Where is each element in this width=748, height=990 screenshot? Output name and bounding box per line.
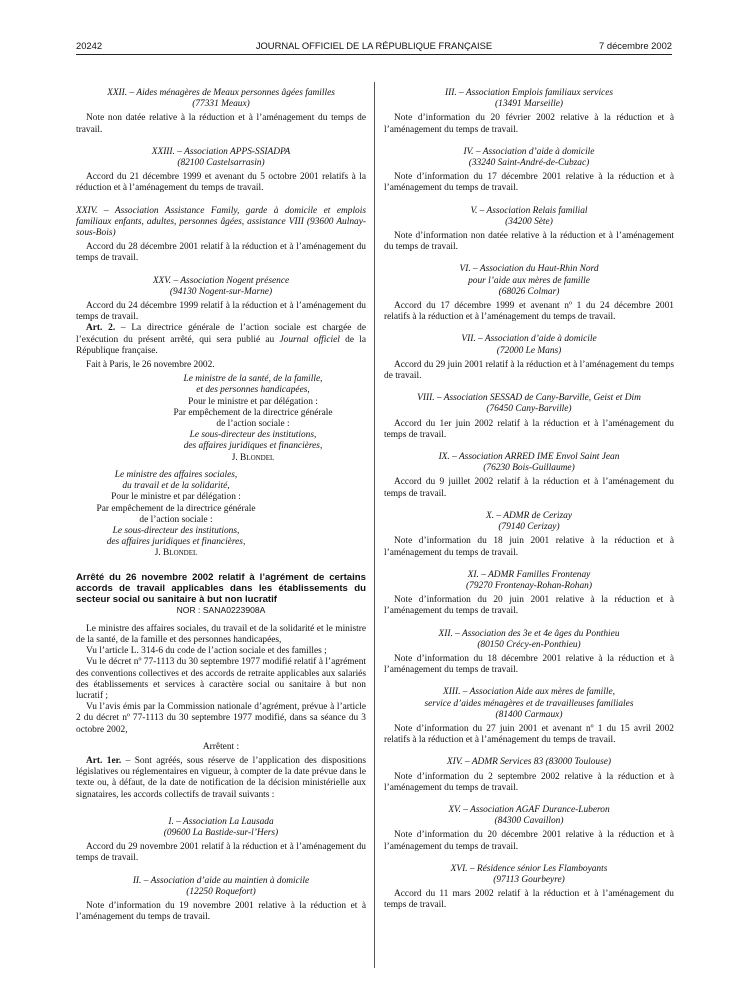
section-heading: XI. – ADMR Familles Frontenay [467,569,591,580]
nor-reference: NOR : SANA0223908A [176,604,266,615]
article-2-journal: Journal officiel [279,334,340,345]
section-body: Note d’information non datée relative à la réduction et à l’aménagement du temps de travail. [384,231,674,253]
section-location: (09600 La Bastide-sur-l’Hers) [163,827,279,838]
section-location: (79140 Cerizay) [498,522,560,533]
section-location: (77331 Meaux) [192,99,250,110]
section-heading: I. – Association La Lausada [168,816,274,827]
section-heading: XXIII. – Association APPS-SSIADPA [151,146,291,157]
preamble-line: Vu l’avis émis par la Commission nationale d’agrément, prévue à l’article 2 du décret nº 77-1113 du 30 septembre 1977 modifié, dans sa séance du 3 octobre 2002, [76,702,366,735]
section-heading: X. – ADMR de Cerizay [485,510,572,521]
section-body: Accord du 9 juillet 2002 relatif à la réduction et à l’aménagement du temps de travail. [384,477,674,499]
section-body: Accord du 21 décembre 1999 et avenant du 5 octobre 2001 relatifs à la réduction et à l’aménagement du temps de travail. [76,172,366,194]
signature-line: de l’action sociale : [216,419,290,430]
signature-block-sante [140,374,366,464]
signature-line: et des personnes handicapées, [196,385,310,396]
signatory-name: J. Blondel [154,548,198,559]
section-heading: XV. – Association AGAF Durance-Luberon [448,804,610,815]
left-column [76,88,366,923]
section-location: (94130 Nogent-sur-Marne) [169,286,273,297]
section-heading-cont: service d’aides ménagères et de travailleuses familiales [424,698,634,709]
signature-line: Par empêchement de la directrice générale [173,407,333,418]
section-location: (13491 Marseille) [495,99,563,110]
section-heading: III. – Association Emplois familiaux services [444,88,614,98]
signature-line: Le ministre de la santé, de la famille, [183,374,323,385]
signature-line: des affaires juridiques et financières, [106,537,246,548]
signature-line: de l’action sociale : [139,514,213,525]
preamble-line: Le ministre des affaires sociales, du travail et de la solidarité et le ministre de la santé, de la famille et des personnes handicapées, [76,623,366,645]
section-location: (80150 Crécy-en-Ponthieu) [477,639,581,650]
section-body: Note d’information du 18 juin 2001 relative à la réduction et à l’aménagement du temps de travail. [384,536,674,558]
section-body: Note d’information du 20 décembre 2001 relative à la réduction et à l’aménagement du temps de travail. [384,830,674,852]
section-location: (72000 Le Mans) [496,345,562,356]
section-heading: XXIV. – Association Assistance Family, garde à domicile et emplois familiaux enfants, adultes, personnes âgées, assistance VIII (93600 Aulnay-sous-Bois) [76,205,366,239]
section-body: Note d’information du 19 novembre 2001 relative à la réduction et à l’aménagement du temps de travail. [76,900,366,923]
page-number: 20242 [76,40,103,51]
decree-title: Arrêté du 26 novembre 2002 relatif à l’agrément de certains accords de travail applicables dans les établissements du secteur social ou sanitaire à but non lucratif [76,571,366,605]
header-rule [76,54,672,55]
section-body: Note non datée relative à la réduction et à l’aménagement du temps de travail. [76,113,366,135]
signatory-name: J. Blondel [231,452,275,463]
signature-line: Pour le ministre et par délégation : [188,396,318,407]
signature-line: du travail et de la solidarité, [122,481,230,492]
section-body: Accord du 24 décembre 1999 relatif à la réduction et à l’aménagement du temps de travail. [76,301,366,323]
signature-line: Le ministre des affaires sociales, [114,469,238,480]
section-location: (97113 Gourbeyre) [493,874,565,885]
section-body: Accord du 17 décembre 1999 et avenant nº 1 du 24 décembre 2001 relatifs à la réduction et à l’aménagement du temps de travail. [384,301,674,323]
article-1-label: Art. 1er. [86,755,122,766]
preamble-line: Vu le décret nº 77-1113 du 30 septembre 1977 modifié relatif à l’agrément des conventions collectives et des accords de retraite applicables aux salariés des établissements et services à caractère social ou sanitaire à but non lucratif ; [76,657,366,701]
journal-title: JOURNAL OFFICIEL DE LA RÉPUBLIQUE FRANÇAISE [255,40,493,51]
section-location: (84300 Cavaillon) [494,816,564,827]
section-body: Note d’information du 27 juin 2001 et avenant nº 1 du 15 avril 2002 relatifs à la réduction et à l’aménagement du temps de travail. [384,723,674,746]
section-heading: II. – Association d’aide au maintien à domicile [132,875,310,886]
section-body: Accord du 28 décembre 2001 relatif à la réduction et à l’aménagement du temps de travail. [76,242,366,264]
section-body: Note d’information du 2 septembre 2002 relative à la réduction et à l’aménagement du temps de travail. [384,771,674,793]
section-body: Note d’information du 17 décembre 2001 relative à la réduction et à l’aménagement du temps de travail. [384,172,674,194]
section-location: (34200 Sète) [505,216,553,227]
article-2-text-end: de la République française. [76,334,366,356]
article-2-text: – La directrice générale de l’action sociale est chargée de l’exécution du présent arrêté, qui sera publié au [76,323,366,345]
right-column [384,88,674,912]
section-location: (81400 Carmaux) [495,709,563,720]
section-body: Accord du 29 juin 2001 relatif à la réduction et à l’aménagement du temps de travail. [384,359,674,382]
issue-date: 7 décembre 2002 [599,40,672,51]
section-location: (82100 Castelsarrasin) [177,158,265,169]
section-location: (68026 Colmar) [498,286,560,297]
signature-block-affaires-sociales [76,470,276,560]
section-location: (76230 Bois-Guillaume) [483,463,575,474]
section-heading-cont: pour l’aide aux mères de famille [468,275,590,286]
section-heading: XIV. – ADMR Services 83 (83000 Toulouse) [446,757,612,768]
signature-line: Pour le ministre et par délégation : [111,492,241,503]
signature-line: Le sous-directeur des institutions, [189,430,317,441]
section-heading: IV. – Association d’aide à domicile [463,146,595,157]
section-heading: XXII. – Aides ménagères de Meaux personnes âgées familles [107,88,335,98]
section-heading: IX. – Association ARRED IME Envol Saint Jean [438,452,620,463]
page-header [76,40,672,54]
section-heading: XIII. – Association Aide aux mères de famille, [443,687,615,698]
section-heading: VI. – Association du Haut-Rhin Nord [459,264,599,275]
arretent: Arrêtent : [202,741,240,752]
signature-line: Le sous-directeur des institutions, [112,525,240,536]
article-1 [76,756,366,801]
signature-line: Par empêchement de la directrice générale [96,503,256,514]
article-2-label: Art. 2. [86,323,116,334]
section-body: Note d’information du 20 février 2002 relative à la réduction et à l’aménagement du temps de travail. [384,113,674,135]
section-heading: VII. – Association d’aide à domicile [461,334,597,345]
section-location: (33240 Saint-André-de-Cubzac) [468,158,590,169]
section-heading: VIII. – Association SESSAD de Cany-Barville, Geist et Dim [417,393,641,404]
preamble-line: Vu l’article L. 314-6 du code de l’action sociale et des familles ; [86,646,327,657]
section-body: Accord du 1er juin 2002 relatif à la réduction et à l’aménagement du temps de travail. [384,418,674,440]
section-body: Accord du 11 mars 2002 relatif à la réduction et à l’aménagement du temps de travail. [384,889,674,911]
section-heading: XII. – Association des 3e et 4e âges du Ponthieu [438,628,620,639]
section-body: Accord du 29 novembre 2001 relatif à la réduction et à l’aménagement du temps de travail. [76,842,366,864]
section-location: (12250 Roquefort) [186,886,256,897]
article-2 [76,323,366,357]
section-heading: V. – Association Relais familial [470,205,588,216]
section-location: (79270 Frontenay-Rohan-Rohan) [466,580,592,591]
section-location: (76450 Cany-Barville) [486,404,572,415]
article-1-text: – Sont agréés, sous réserve de l’application des dispositions législatives ou réglementaires en vigueur, à compter de la date prévue dans le texte ou, à défaut, de la date de notification de la décision ministérielle aux signataires, les accords collectifs de travail suivants : [76,755,366,800]
section-heading: XVI. – Résidence sénior Les Flamboyants [450,863,608,874]
done-at: Fait à Paris, le 26 novembre 2002. [86,360,215,371]
section-body: Note d’information du 18 décembre 2001 relative à la réduction et à l’aménagement du temps de travail. [384,653,674,676]
section-heading: XXV. – Association Nogent présence [152,275,290,286]
column-divider [374,82,375,968]
signature-line: des affaires juridiques et financières, [183,441,323,452]
section-body: Note d’information du 20 juin 2001 relative à la réduction et à l’aménagement du temps de travail. [384,595,674,617]
